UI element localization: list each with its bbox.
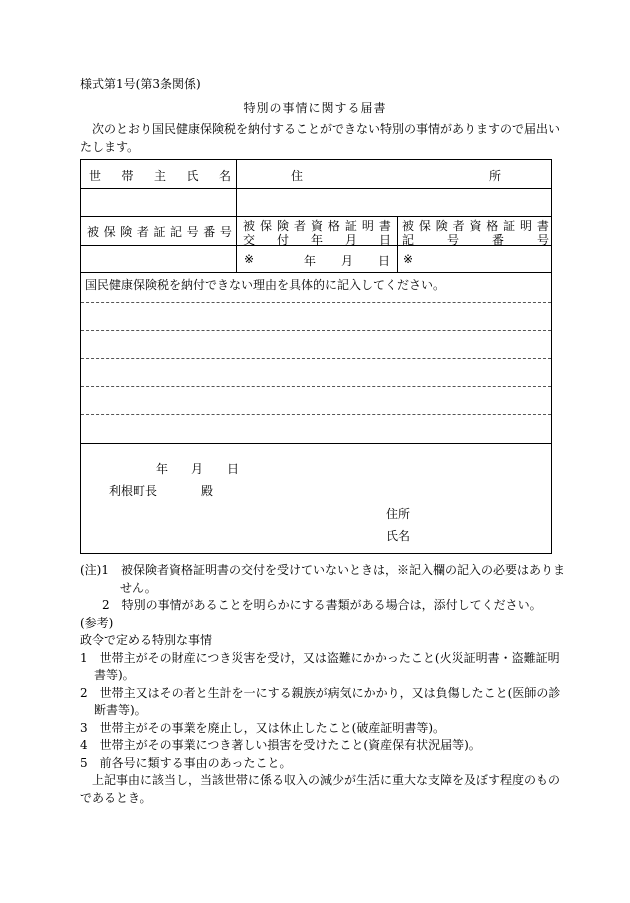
reference-item-3: 3 世帯主がその事業を廃止し，又は休止したこと(破産証明書等)。 [80,720,446,735]
row-divider [81,272,551,273]
address-field-label: 住所 [386,507,411,521]
row-divider [81,443,551,444]
intro-text-line-1: 次のとおり国民健康保険税を納付することができない特別の事情がありますので届出い [92,122,561,136]
address-field[interactable] [237,189,551,216]
reference-item-1-line-2: 書等)。 [94,668,135,682]
reference-item-2-line-2: 断書等)。 [94,703,147,717]
date-month-label: 月 [341,254,354,268]
label-char: 号 [446,233,459,247]
label-char: 書 [378,219,391,233]
label-char: 明 [520,219,533,233]
note-1-line-1: (注)1 被保険者資格証明書の交付を受けていないときは，※記入欄の記入の必要はありま [80,563,566,577]
label-char: 記 [402,233,415,247]
reference-label: (参考) [80,615,114,630]
label-char: 名 [218,169,231,183]
label-char: 者 [452,219,465,233]
label-char: 帯 [121,169,134,183]
label-char: 被 [243,219,256,233]
label-char: 号 [536,233,549,247]
label-char: 氏 [186,169,199,183]
insured-id-number-field[interactable] [87,246,232,272]
sign-year-label: 年 [156,462,169,476]
label-char: 号 [219,225,232,239]
label-char: 資 [469,219,482,233]
label-char: 交 [243,233,256,247]
label-char: 所 [488,169,501,183]
number-mark: ※ [403,252,414,266]
note-2: 2 特別の事情があることを明らかにする書類がある場合は，添付してください。 [102,598,542,612]
closing-text-line-1: 上記事由に該当し，当該世帯に係る収入の減少が生活に重大な支障を及ぼす程度のもの [92,773,561,787]
reason-field[interactable] [81,290,551,442]
label-char: 格 [486,219,499,233]
intro-text-line-2: たします。 [80,140,140,154]
label-char: 険 [120,225,133,239]
sign-day-label: 日 [227,462,240,476]
label-char: 世 [89,169,102,183]
reference-item-2-line-1: 2 世帯主又はその者と生計を一にする親族が病気にかかり，又は負傷したこと(医師の診 [80,685,561,700]
label-char: 番 [491,233,504,247]
reference-heading: 政令で定める特別な事情 [80,633,213,647]
addressee: 利根町長 [109,484,158,498]
label-char: 号 [186,225,199,239]
label-char: 証 [153,225,166,239]
label-char: 付 [276,233,289,247]
label-char: 険 [435,219,448,233]
label-char: 格 [327,219,340,233]
reason-label: 国民健康保険税を納付できない理由を具体的に記入してください。 [85,278,446,292]
notification-form-table [80,159,552,554]
column-divider [236,160,237,272]
reference-item-5: 5 前各号に類する事由のあったこと。 [80,755,292,770]
certificate-number-label-line-2 [402,231,549,248]
date-year-label: 年 [304,254,317,268]
reference-item-4: 4 世帯主がその事業につき著しい損害を受けたこと(資産保有状況届等)。 [80,738,481,752]
form-number: 様式第1号(第3条関係) [80,77,201,91]
label-char: 保 [103,225,116,239]
label-char: 主 [153,169,166,183]
household-head-name-label [89,167,231,184]
label-char: 月 [344,233,357,247]
insured-id-number-label [87,223,232,240]
label-char: 者 [136,225,149,239]
date-mark: ※ [244,252,255,266]
label-char: 被 [87,225,100,239]
label-char: 証 [344,219,357,233]
address-label [291,167,501,184]
column-divider [397,216,398,272]
label-char: 被 [402,219,415,233]
label-char: 証 [503,219,516,233]
label-char: 番 [203,225,216,239]
notes-section [80,562,566,807]
label-char: 記 [170,225,183,239]
date-day-label: 日 [378,254,391,268]
label-char: 資 [310,219,323,233]
label-char: 明 [361,219,374,233]
label-char: 者 [293,219,306,233]
label-char: 険 [276,219,289,233]
label-char: 書 [536,219,549,233]
certificate-issue-date-label-line-2 [243,231,391,248]
note-1-line-2: せん。 [120,580,157,595]
label-char: 日 [378,233,391,247]
closing-text-line-2: であるとき。 [80,790,152,805]
label-char: 住 [291,169,304,183]
addressee-honorific: 殿 [201,484,214,498]
label-char: 保 [418,219,431,233]
sign-month-label: 月 [191,462,204,476]
household-head-name-field[interactable] [81,189,236,216]
label-char: 保 [259,219,272,233]
name-field-label: 氏名 [386,529,411,543]
reference-item-1-line-1: 1 世帯主がその財産につき災害を受け，又は盗難にかかったこと(火災証明書・盗難証明 [80,650,560,665]
label-char: 年 [310,233,323,247]
page-title: 特別の事情に関する届書 [243,101,387,115]
